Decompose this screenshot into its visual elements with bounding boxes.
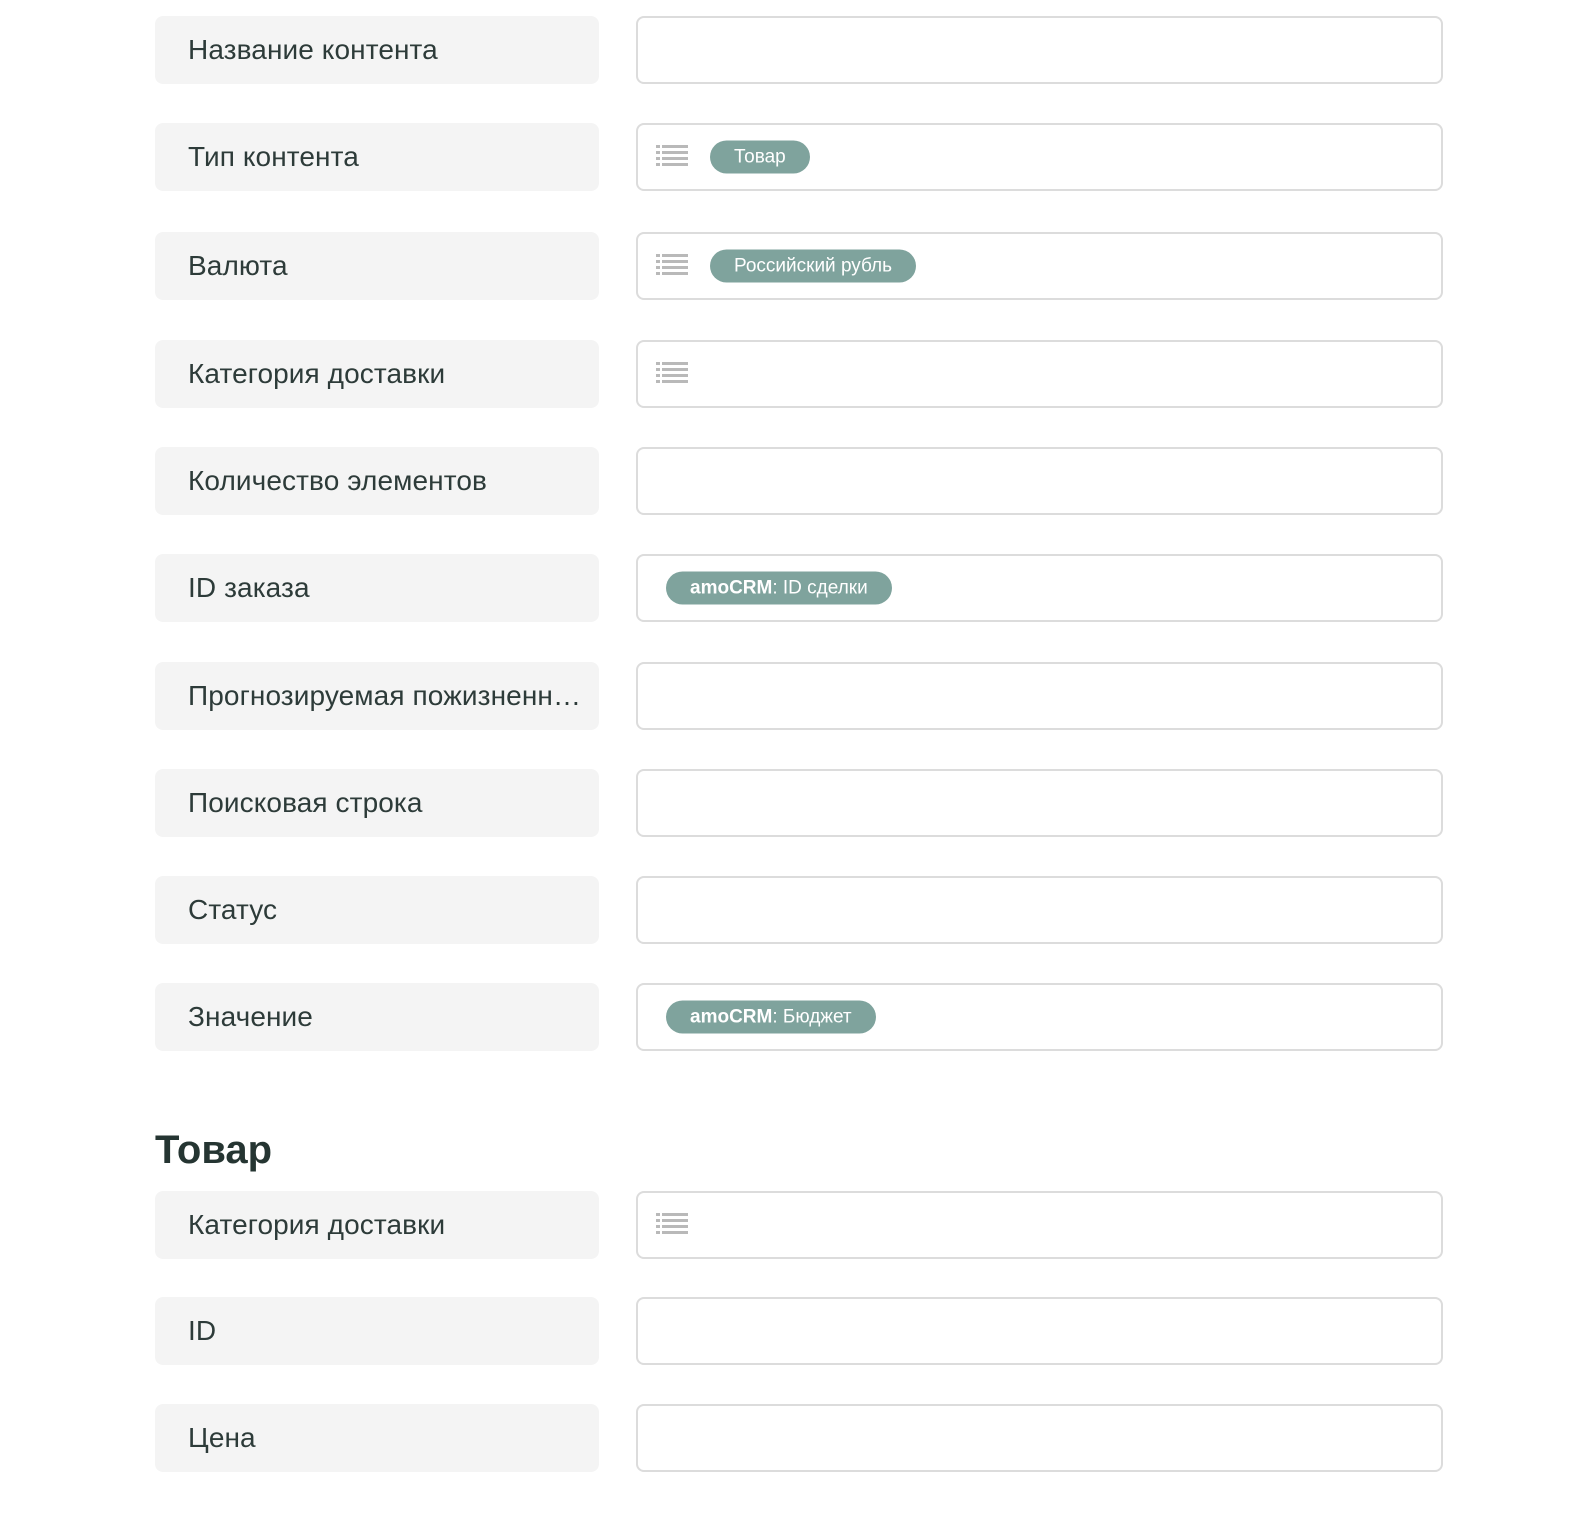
field-label <box>155 123 599 191</box>
predicted-ltv-input[interactable] <box>636 662 1443 730</box>
item-count-input[interactable] <box>636 447 1443 515</box>
selected-value-chip[interactable] <box>710 141 810 174</box>
field-label-text: Категория доставки <box>188 1209 446 1240</box>
status-input[interactable] <box>636 876 1443 944</box>
field-label <box>155 876 599 944</box>
field-label-text: Цена <box>188 1422 256 1453</box>
content-type-select[interactable] <box>636 123 1443 191</box>
field-label <box>155 232 599 300</box>
product-price-input[interactable] <box>636 1404 1443 1472</box>
field-label <box>155 983 599 1051</box>
field-row-value <box>155 983 1443 1051</box>
field-row-item-count <box>155 447 1443 515</box>
mapped-field-chip[interactable] <box>666 1001 876 1034</box>
field-label <box>155 554 599 622</box>
field-label-text: Прогнозируемая пожизненна... <box>188 680 592 711</box>
chip-source: amoCRM <box>690 1006 773 1027</box>
order-id-input[interactable] <box>636 554 1443 622</box>
field-label <box>155 1404 599 1472</box>
field-row-content-type <box>155 123 1443 191</box>
field-label-text: Значение <box>188 1001 313 1032</box>
field-row-status <box>155 876 1443 944</box>
section-title: Товар <box>155 1128 273 1172</box>
field-label <box>155 340 599 408</box>
chip-text: : Бюджет <box>772 1006 852 1027</box>
delivery-category-select[interactable] <box>636 340 1443 408</box>
field-row-delivery-category <box>155 340 1443 408</box>
chip-text: : ID сделки <box>772 577 868 598</box>
currency-select[interactable] <box>636 232 1443 300</box>
chip-text: Российский рубль <box>734 255 893 276</box>
search-string-input[interactable] <box>636 769 1443 837</box>
selected-value-chip[interactable] <box>710 250 916 283</box>
list-icon[interactable] <box>656 144 688 170</box>
content-name-input[interactable] <box>636 16 1443 84</box>
field-label-text: Количество элементов <box>188 465 487 496</box>
field-label <box>155 447 599 515</box>
field-label-text: Валюта <box>188 250 288 281</box>
list-icon[interactable] <box>656 361 688 387</box>
field-label-text: Статус <box>188 894 278 925</box>
field-row-predicted-ltv <box>155 662 1443 730</box>
field-label <box>155 16 599 84</box>
list-icon[interactable] <box>656 1212 688 1238</box>
field-label-text: Категория доставки <box>188 358 446 389</box>
field-row-currency <box>155 232 1443 300</box>
field-label <box>155 662 599 730</box>
field-label <box>155 1297 599 1365</box>
value-input[interactable] <box>636 983 1443 1051</box>
field-row-order-id <box>155 554 1443 622</box>
mapped-field-chip[interactable] <box>666 572 892 605</box>
field-row-search-string <box>155 769 1443 837</box>
field-label-text: Поисковая строка <box>188 787 423 818</box>
field-row-product-delivery-category <box>155 1191 1443 1259</box>
field-row-product-id <box>155 1297 1443 1365</box>
list-icon[interactable] <box>656 253 688 279</box>
field-label-text: Тип контента <box>188 141 359 172</box>
field-label <box>155 769 599 837</box>
field-label-text: Название контента <box>188 34 438 65</box>
field-label-text: ID заказа <box>188 572 310 603</box>
field-label <box>155 1191 599 1259</box>
field-row-content-name <box>155 16 1443 84</box>
chip-text: Товар <box>734 146 786 167</box>
product-delivery-category-select[interactable] <box>636 1191 1443 1259</box>
chip-source: amoCRM <box>690 577 773 598</box>
field-row-product-price <box>155 1404 1443 1472</box>
product-id-input[interactable] <box>636 1297 1443 1365</box>
field-label-text: ID <box>188 1315 217 1346</box>
